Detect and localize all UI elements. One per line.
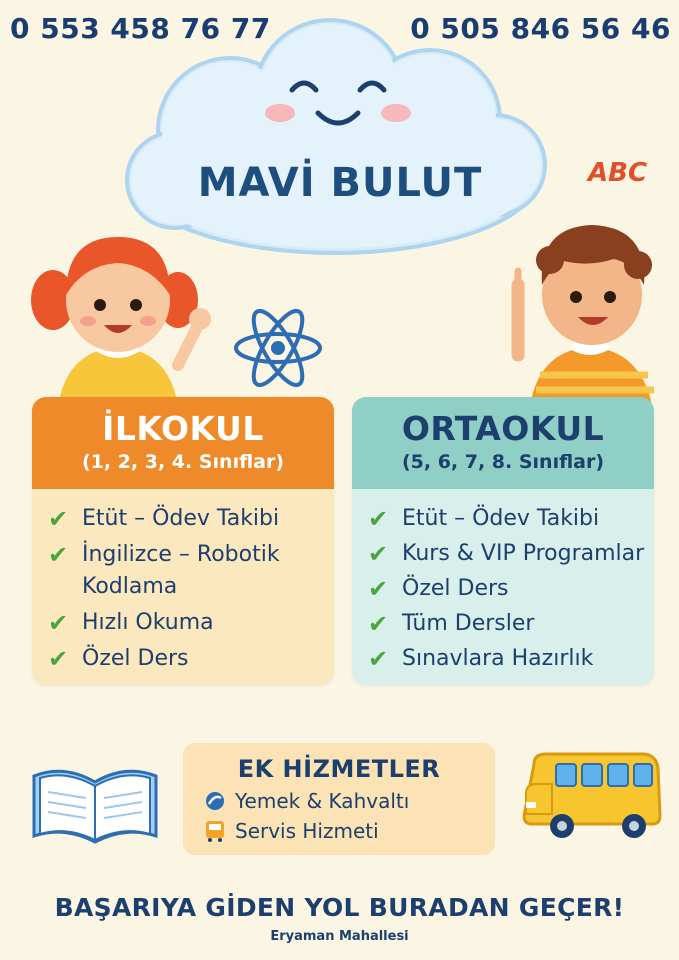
ortaokul-list — [352, 489, 654, 675]
abc-doodle: ABC — [588, 158, 648, 188]
extra-service-item — [205, 819, 495, 843]
list-item — [48, 607, 334, 639]
list-item — [368, 503, 654, 535]
list-item — [48, 539, 334, 603]
boy-pointing-icon — [490, 215, 670, 405]
food-icon — [205, 791, 235, 811]
check-icon: ✔ — [48, 541, 69, 569]
list-item — [368, 608, 654, 640]
extra-service-item — [205, 789, 495, 813]
extra-service-label: Yemek & Kahvaltı — [235, 789, 410, 813]
ilkokul-list — [32, 489, 334, 675]
check-icon: ✔ — [368, 505, 389, 533]
ortaokul-panel — [352, 397, 654, 685]
list-item-label: Etüt – Ödev Takibi — [402, 506, 600, 531]
extra-service-label: Servis Hizmeti — [235, 819, 379, 843]
check-icon: ✔ — [368, 540, 389, 568]
phone-number-right[interactable]: 0 505 846 56 46 — [410, 12, 671, 45]
extra-services-title: EK HİZMETLER — [237, 755, 441, 783]
check-icon: ✔ — [48, 505, 69, 533]
list-item — [368, 573, 654, 605]
ilkokul-subtitle: (1, 2, 3, 4. Sınıflar) — [81, 451, 285, 473]
location-label: Eryaman Mahallesi — [270, 929, 409, 944]
list-item-label: Kurs & VIP Programlar — [402, 541, 645, 566]
check-icon: ✔ — [368, 575, 389, 603]
check-icon: ✔ — [48, 609, 69, 637]
list-item — [368, 538, 654, 570]
list-item-label: İngilizce – Robotik Kodlama — [82, 542, 280, 599]
check-icon: ✔ — [368, 610, 389, 638]
list-item — [48, 503, 334, 535]
ortaokul-header — [352, 397, 654, 489]
bus-icon — [205, 820, 235, 842]
ilkokul-panel — [32, 397, 334, 685]
slogan: BAŞARIYA GİDEN YOL BURADAN GEÇER! — [54, 893, 625, 922]
extra-services-box — [183, 743, 495, 855]
open-book-icon — [30, 758, 160, 848]
list-item-label: Özel Ders — [82, 646, 189, 671]
brand-name: MAVİ BULUT — [197, 160, 483, 206]
list-item — [368, 643, 654, 675]
check-icon: ✔ — [48, 645, 69, 673]
ilkokul-header — [32, 397, 334, 489]
list-item-label: Özel Ders — [402, 576, 509, 601]
list-item-label: Hızlı Okuma — [82, 610, 214, 635]
atom-icon — [232, 308, 324, 388]
list-item-label: Sınavlara Hazırlık — [402, 646, 594, 671]
phone-number-left[interactable]: 0 553 458 76 77 — [10, 12, 271, 45]
girl-waving-icon — [28, 225, 213, 405]
check-icon: ✔ — [368, 645, 389, 673]
list-item — [48, 643, 334, 675]
ortaokul-subtitle: (5, 6, 7, 8. Sınıflar) — [401, 451, 605, 473]
school-bus-icon — [522, 750, 662, 842]
ilkokul-title: İLKOKUL — [102, 409, 264, 448]
ortaokul-title: ORTAOKUL — [401, 409, 605, 448]
list-item-label: Etüt – Ödev Takibi — [82, 506, 280, 531]
list-item-label: Tüm Dersler — [402, 611, 535, 636]
